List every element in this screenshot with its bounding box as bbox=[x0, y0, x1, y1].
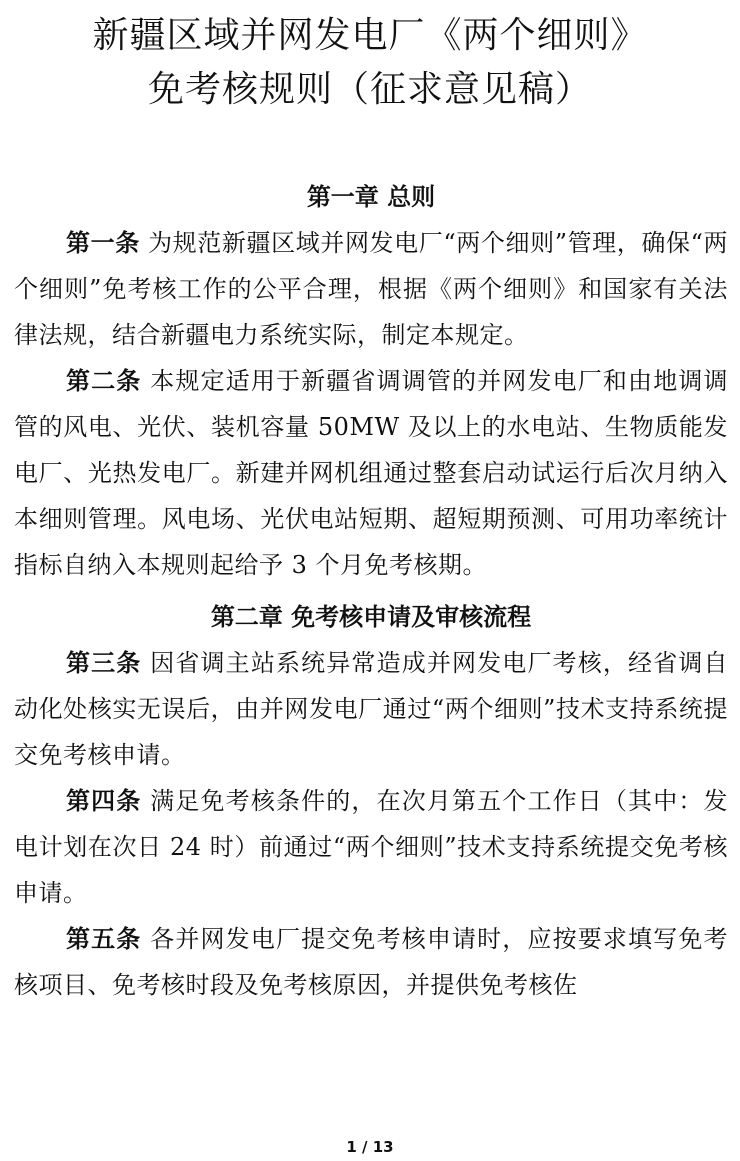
article-text: 为规范新疆区域并网发电厂“两个细则”管理，确保“两个细则”免考核工作的公平合理，根据《两个细则》和国家有关法律法规，结合新疆电力系统实际，制定本规定。 bbox=[14, 229, 728, 349]
document-title-line1: 新疆区域并网发电厂《两个细则》 bbox=[92, 15, 648, 56]
article-paragraph bbox=[14, 640, 728, 778]
article-paragraph bbox=[14, 778, 728, 916]
article-text: 因省调主站系统异常造成并网发电厂考核，经省调自动化处核实无误后，由并网发电厂通过“两个细则”技术支持系统提交免考核申请。 bbox=[14, 649, 728, 769]
article-number: 第五条 bbox=[66, 925, 142, 953]
document-title-line2: 免考核规则（征求意见稿） bbox=[147, 69, 592, 110]
article-number: 第二条 bbox=[66, 367, 142, 395]
article-paragraph bbox=[14, 220, 728, 358]
article-paragraph bbox=[14, 916, 728, 1008]
chapter-heading: 第二章 免考核申请及审核流程 bbox=[210, 603, 532, 631]
chapter-heading: 第一章 总则 bbox=[306, 183, 436, 211]
page-indicator: 1 / 13 bbox=[346, 1138, 394, 1156]
article-text: 各并网发电厂提交免考核申请时，应按要求填写免考核项目、免考核时段及免考核原因，并提供免考核佐 bbox=[14, 925, 728, 999]
article-text: 本规定适用于新疆省调调管的并网发电厂和由地调调管的风电、光伏、装机容量 50MW 及以上的水电站、生物质能发电厂、光热发电厂。新建并网机组通过整套启动试运行后次月纳入本细则管理。风电场、光伏电站短期、超短期预测、可用功率统计指标自纳入本规则起给予 3 个月免考核期。 bbox=[14, 367, 728, 579]
document-body bbox=[14, 174, 728, 1008]
article-text: 满足免考核条件的，在次月第五个工作日（其中：发电计划在次日 24 时）前通过“两个细则”技术支持系统提交免考核申请。 bbox=[14, 787, 728, 907]
article-number: 第三条 bbox=[66, 649, 142, 677]
article-number: 第四条 bbox=[66, 787, 142, 815]
article-paragraph bbox=[14, 358, 728, 588]
article-number: 第一条 bbox=[66, 229, 140, 257]
